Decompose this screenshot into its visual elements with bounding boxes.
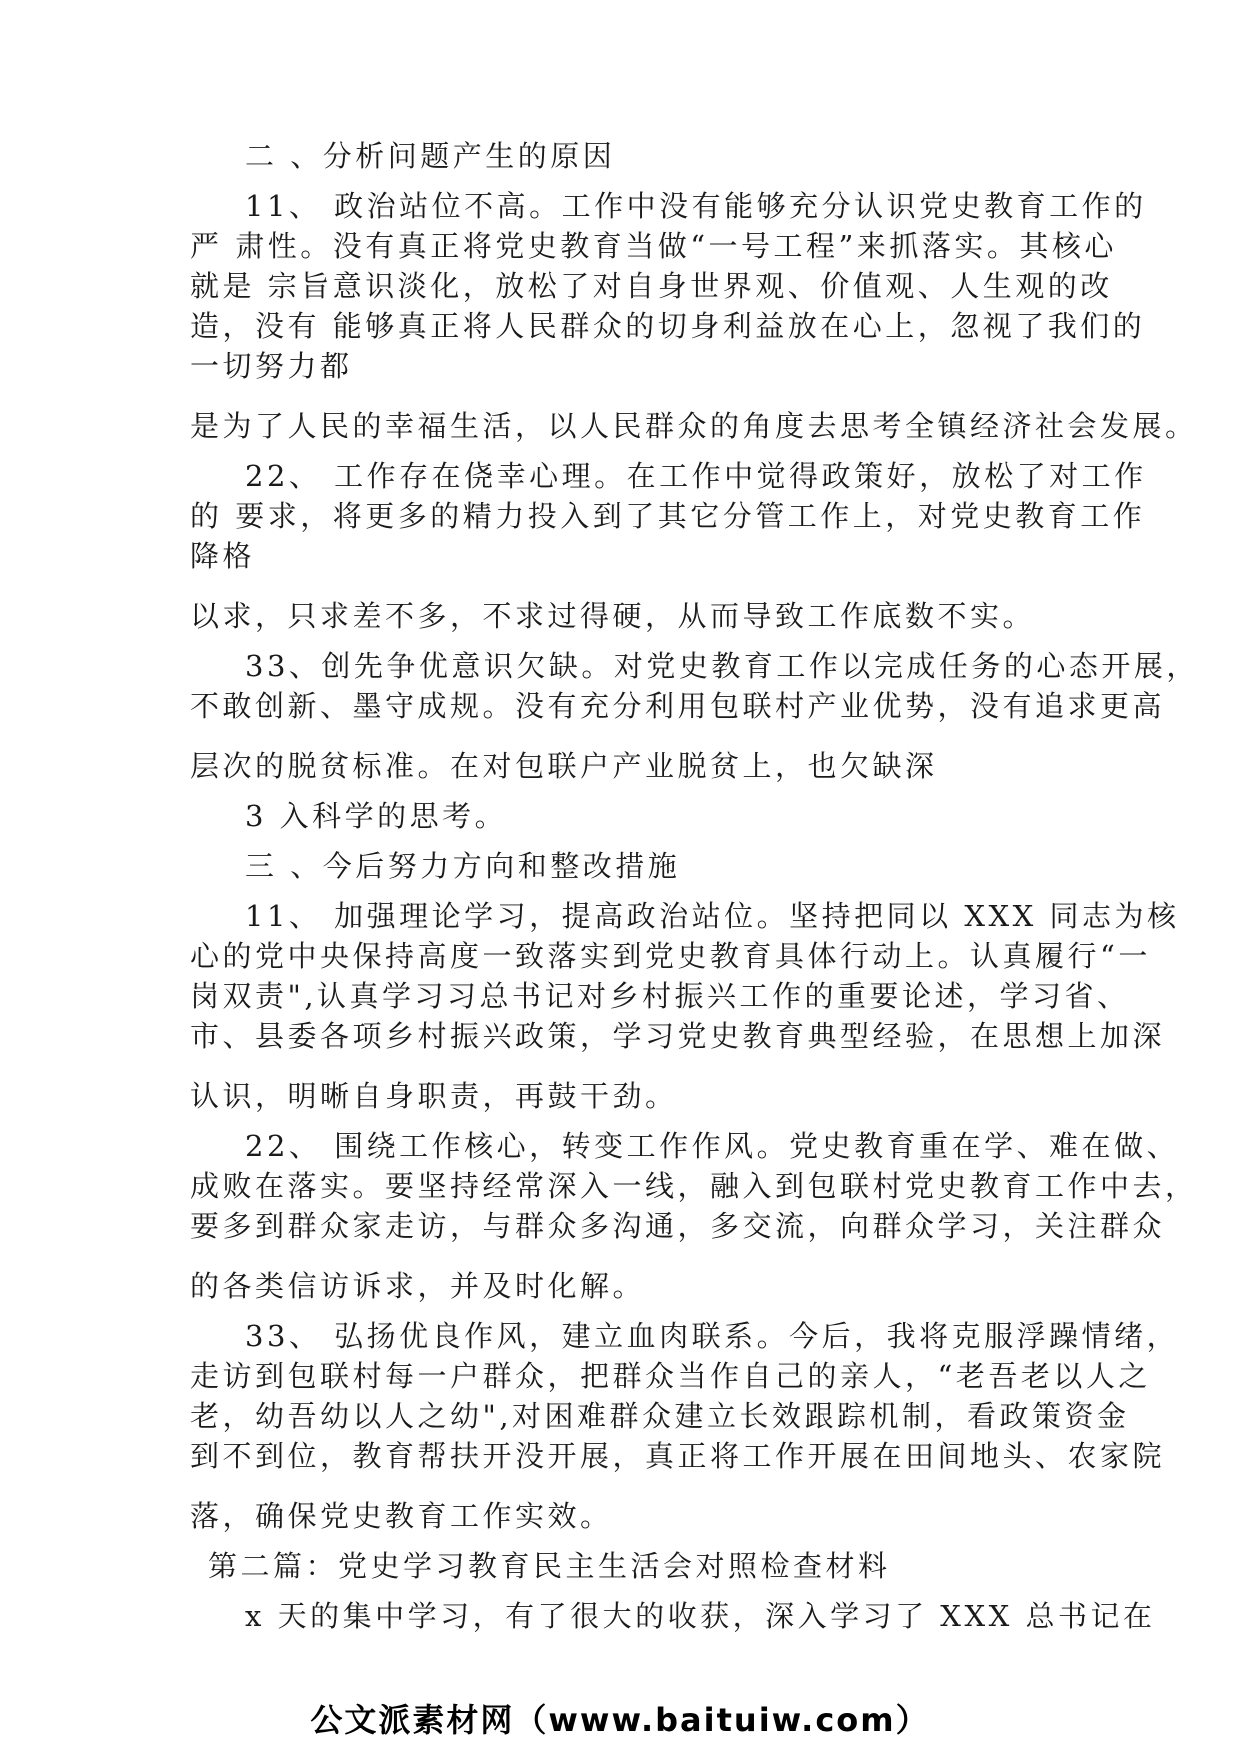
section-heading-measures: 三 、今后努力方向和整改措施 (245, 849, 681, 883)
paragraph-line: 11、 加强理论学习，提高政治站位。坚持把同以 XXX 同志为核 (245, 899, 1180, 933)
paragraph-line: 以求，只求差不多，不求过得硬，从而导致工作底数不实。 (190, 599, 1036, 633)
paragraph-line: 层次的脱贫标准。在对包联户产业脱贫上，也欠缺深 (190, 749, 938, 783)
paragraph-line: 走访到包联村每一户群众，把群众当作自己的亲人，“老吾老以人之 (190, 1359, 1151, 1393)
paragraph-line: 心的党中央保持高度一致落实到党史教育具体行动上。认真履行“一 (190, 939, 1151, 973)
paragraph-line: 降格 (190, 539, 256, 573)
paragraph-line: 市、县委各项乡村振兴政策，学习党史教育典型经验，在思想上加深 (190, 1019, 1166, 1053)
paragraph-line: 22、 围绕工作核心，转变工作作风。党史教育重在学、难在做、 (245, 1129, 1180, 1163)
paragraph-line: 严 肃性。没有真正将党史教育当做“一号工程”来抓落实。其核心 (190, 229, 1117, 263)
paragraph-line: x 天的集中学习，有了很大的收获，深入学习了 XXX 总书记在 (245, 1599, 1156, 1633)
paragraph-line: 33、 弘扬优良作风，建立血肉联系。今后，我将克服浮躁情绪， (245, 1319, 1180, 1353)
paragraph-line: 老，幼吾幼以人之幼",对困难群众建立长效跟踪机制，看政策资金 (190, 1399, 1130, 1433)
paragraph-line: 不敢创新、墨守成规。没有充分利用包联村产业优势，没有追求更高 (190, 689, 1166, 723)
paragraph-line: 要多到群众家走访，与群众多沟通，多交流，向群众学习，关注群众 (190, 1209, 1166, 1243)
paragraph-line: 是为了人民的幸福生活，以人民群众的角度去思考全镇经济社会发展。 (190, 409, 1198, 443)
footer-watermark: 公文派素材网（www.baituiw.com） (310, 1701, 930, 1739)
section-heading-causes: 二 、分析问题产生的原因 (245, 139, 616, 173)
paragraph-line: 的各类信访诉求，并及时化解。 (190, 1269, 646, 1303)
paragraph-line: 成败在落实。要坚持经常深入一线，融入到包联村党史教育工作中去， (190, 1169, 1198, 1203)
paragraph-line: 就是 宗旨意识淡化，放松了对自身世界观、价值观、人生观的改 (190, 269, 1113, 303)
paragraph-line: 认识，明晰自身职责，再鼓干劲。 (190, 1079, 678, 1113)
part-two-title: 第二篇：党史学习教育民主生活会对照检查材料 (208, 1549, 891, 1583)
paragraph-line: 11、 政治站位不高。工作中没有能够充分认识党史教育工作的 (245, 189, 1147, 223)
paragraph-line: 22、 工作存在侥幸心理。在工作中觉得政策好，放松了对工作 (245, 459, 1147, 493)
paragraph-line: 一切努力都 (190, 349, 353, 383)
paragraph-line: 落，确保党史教育工作实效。 (190, 1499, 613, 1533)
paragraph-line: 3 入科学的思考。 (245, 799, 508, 833)
paragraph-line: 33、创先争优意识欠缺。对党史教育工作以完成任务的心态开展， (245, 649, 1199, 683)
paragraph-line: 岗双责",认真学习习总书记对乡村振兴工作的重要论述，学习省、 (190, 979, 1130, 1013)
paragraph-line: 到不到位，教育帮扶开没开展，真正将工作开展在田间地头、农家院 (190, 1439, 1166, 1473)
paragraph-line: 的 要求，将更多的精力投入到了其它分管工作上，对党史教育工作 (190, 499, 1146, 533)
paragraph-line: 造，没有 能够真正将人民群众的切身利益放在心上，忽视了我们的 (190, 309, 1146, 343)
